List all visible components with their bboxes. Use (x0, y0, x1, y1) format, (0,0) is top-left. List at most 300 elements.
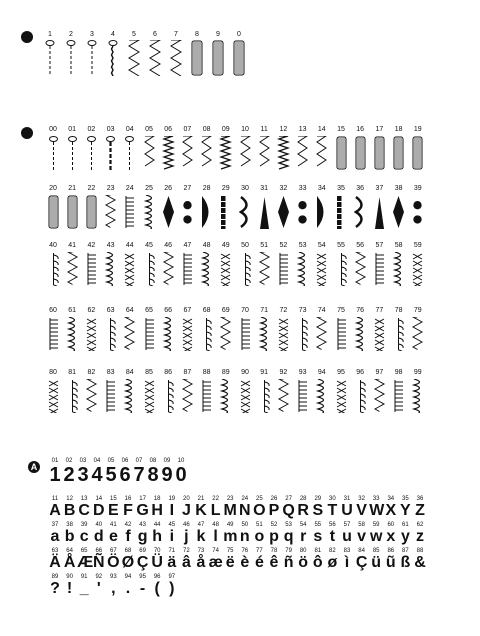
stitch-number: 9 (216, 31, 220, 38)
character-number: 45 (168, 522, 176, 528)
stitch-pattern-icon (143, 136, 156, 175)
character-cell (165, 496, 179, 518)
character-cell (92, 574, 106, 596)
character-glyph: S (312, 502, 324, 519)
character-cell (76, 458, 90, 485)
character-cell (174, 458, 188, 485)
character-cell (355, 522, 369, 544)
stitch-pattern-icon (162, 252, 175, 291)
stitch-number: 8 (195, 31, 199, 38)
stitch-number: 20 (49, 185, 57, 192)
stitch-pattern-icon (85, 379, 98, 418)
character-glyph: r (300, 528, 307, 545)
character-glyph: ä (167, 554, 177, 571)
stitch-number: 27 (183, 185, 192, 192)
stitch-number: 94 (317, 369, 326, 376)
character-cell (150, 522, 164, 544)
character-cell (92, 548, 106, 570)
character-glyph: 2 (63, 464, 75, 486)
stitch-number: 26 (164, 185, 173, 192)
character-number: 88 (416, 548, 424, 554)
character-number: 62 (416, 522, 424, 528)
character-cell (311, 496, 325, 518)
character-glyph: Å (63, 554, 76, 571)
stitch-pattern-icon (335, 317, 348, 356)
stitch-pattern-icon (258, 136, 271, 175)
stitch-number: 84 (125, 369, 134, 376)
character-glyph: ñ (283, 554, 294, 571)
stitch-number: 39 (413, 185, 422, 192)
character-glyph: x (386, 528, 396, 545)
character-number: 77 (256, 548, 263, 554)
character-glyph: Ç (136, 554, 149, 571)
character-number: 01 (51, 458, 59, 464)
character-glyph: 1 (49, 464, 61, 486)
character-cell (92, 496, 106, 518)
stitch-number: 21 (68, 185, 77, 192)
stitch-pattern-icon (123, 136, 136, 175)
character-cell (398, 548, 412, 570)
stitch-number: 04 (125, 126, 134, 133)
stitch-number: 22 (87, 185, 96, 192)
stitch-pattern-icon (296, 317, 309, 356)
character-glyph: Æ (77, 554, 94, 571)
character-number: 95 (139, 574, 146, 580)
character-cell (369, 496, 383, 518)
stitch-number: 47 (183, 242, 192, 249)
character-number: 66 (95, 548, 103, 554)
character-cell (413, 522, 427, 544)
stitch-pattern-icon (354, 136, 367, 175)
character-number: 63 (51, 548, 59, 554)
character-glyph: Ø (121, 554, 135, 571)
stitch-number: 1 (48, 31, 52, 38)
character-number: 03 (79, 458, 87, 464)
stitch-pattern-icon (219, 136, 232, 175)
character-number: 96 (153, 574, 161, 580)
stitch-number: 02 (87, 126, 96, 133)
character-cell (325, 522, 339, 544)
character-cell (146, 458, 160, 485)
character-glyph: X (385, 502, 397, 519)
stitch-number: 77 (375, 307, 384, 314)
stitch-number: 03 (106, 126, 115, 133)
character-cell (77, 496, 91, 518)
character-number: 26 (270, 496, 278, 502)
stitch-pattern-icon (392, 136, 405, 175)
stitch-pattern-icon (373, 252, 386, 291)
character-glyph: J (181, 502, 191, 519)
stitch-pattern-icon (239, 195, 252, 234)
character-glyph: y (400, 528, 410, 545)
character-number: 30 (329, 496, 336, 502)
character-number: 85 (372, 548, 380, 554)
character-glyph: G (136, 502, 149, 519)
character-cell (63, 522, 77, 544)
stitch-pattern-icon (104, 317, 117, 356)
stitch-pattern-icon (296, 379, 309, 418)
character-cell (136, 496, 150, 518)
character-number: 16 (124, 496, 132, 502)
stitch-number: 78 (394, 307, 403, 314)
character-cell (165, 548, 179, 570)
stitch-number: 97 (375, 369, 384, 376)
character-glyph: s (313, 528, 323, 545)
stitch-pattern-icon (123, 195, 136, 234)
stitch-pattern-icon (123, 379, 136, 418)
character-number: 19 (168, 496, 176, 502)
character-number: 14 (95, 496, 103, 502)
character-glyph: K (195, 502, 207, 519)
stitch-pattern-icon (143, 195, 156, 234)
character-number: 47 (197, 522, 205, 528)
stitch-number: 09 (221, 126, 230, 133)
character-number: 80 (299, 548, 307, 554)
character-cell (77, 548, 94, 571)
character-glyph: ê (269, 554, 279, 571)
stitch-number: 15 (337, 126, 345, 133)
stitch-number: 64 (125, 307, 134, 314)
stitch-number: 48 (202, 242, 211, 249)
stitch-pattern-icon (277, 317, 290, 356)
character-cell (223, 496, 237, 518)
stitch-pattern-icon (277, 136, 290, 175)
character-glyph: f (125, 528, 131, 545)
stitch-number: 70 (241, 307, 249, 314)
character-table (48, 458, 468, 628)
stitch-pattern-icon (181, 379, 194, 418)
stitch-number: 25 (145, 185, 153, 192)
stitch-number: 11 (260, 126, 268, 133)
stitch-pattern-icon (47, 317, 60, 356)
character-cell (369, 548, 383, 570)
stitch-pattern-icon (104, 252, 117, 291)
character-number: 31 (343, 496, 351, 502)
character-number: 97 (168, 574, 176, 580)
character-cell (92, 522, 106, 544)
character-number: 87 (402, 548, 409, 554)
stitch-pattern-icon (162, 317, 175, 356)
character-cell (77, 522, 91, 544)
stitch-number: 18 (394, 126, 403, 133)
stitch-number: 43 (106, 242, 115, 249)
stitch-pattern-icon (239, 379, 252, 418)
stitch-pattern-icon (47, 252, 60, 291)
stitch-pattern-icon (335, 136, 348, 175)
character-glyph: 6 (119, 464, 131, 486)
character-number: 94 (124, 574, 132, 580)
character-cell (209, 496, 223, 518)
character-glyph: ø (327, 554, 338, 571)
stitch-pattern-icon (200, 252, 213, 291)
stitch-pattern-icon (104, 195, 117, 234)
character-number: 70 (153, 548, 161, 554)
character-number: 67 (110, 548, 117, 554)
character-glyph: - (139, 580, 146, 597)
stitch-pattern-icon (181, 317, 194, 356)
character-cell (384, 522, 398, 544)
stitch-pattern-icon (200, 136, 213, 175)
character-cell (238, 522, 252, 544)
stitch-number: 81 (68, 369, 77, 376)
character-glyph: ü (371, 554, 382, 571)
stitch-number: 65 (145, 307, 153, 314)
stitch-pattern-icon (123, 252, 136, 291)
stitch-pattern-icon (162, 136, 175, 175)
character-cell (48, 522, 62, 544)
character-glyph: å (196, 554, 206, 571)
stitch-number: 98 (394, 369, 403, 376)
stitch-number: 06 (164, 126, 173, 133)
character-number: 79 (285, 548, 292, 554)
character-glyph: Y (400, 502, 411, 519)
stitch-number: 44 (125, 242, 134, 249)
character-glyph: Ö (107, 554, 120, 571)
character-cell (282, 522, 296, 544)
stitch-pattern-icon (277, 252, 290, 291)
stitch-number: 19 (413, 126, 422, 133)
stitch-number: 49 (221, 242, 230, 249)
stitch-pattern-icon (392, 195, 405, 234)
stitch-number: 2 (69, 31, 73, 38)
stitch-number: 88 (202, 369, 211, 376)
stitch-number: 57 (375, 242, 384, 249)
character-number: 76 (241, 548, 249, 554)
character-cell (209, 548, 223, 570)
character-number: 48 (212, 522, 219, 528)
stitch-number: 96 (356, 369, 365, 376)
character-number: 39 (80, 522, 88, 528)
character-cell (282, 548, 296, 570)
alphabet-badge: A (28, 461, 40, 473)
character-number: 18 (153, 496, 161, 502)
character-number: 60 (387, 522, 395, 528)
stitch-number: 89 (221, 369, 230, 376)
character-glyph: ( (154, 580, 160, 597)
character-glyph: ì (344, 554, 350, 571)
character-glyph: ö (298, 554, 309, 571)
character-cell (223, 548, 237, 570)
stitch-number: 63 (106, 307, 115, 314)
stitch-number: 23 (106, 185, 115, 192)
character-cell (252, 496, 266, 518)
character-cell (165, 522, 179, 544)
character-number: 13 (80, 496, 88, 502)
character-glyph: _ (79, 580, 89, 597)
character-glyph: æ (208, 554, 223, 571)
stitch-number: 29 (221, 185, 230, 192)
character-glyph: j (184, 528, 189, 545)
stitch-number: 7 (174, 31, 178, 38)
stitch-pattern-icon (373, 136, 386, 175)
character-cell (106, 522, 120, 544)
stitch-pattern-icon (354, 379, 367, 418)
character-cell (194, 548, 208, 570)
stitch-pattern-icon (277, 379, 290, 418)
character-number: 55 (314, 522, 322, 528)
stitch-number: 37 (375, 185, 384, 192)
character-number: 09 (163, 458, 171, 464)
character-cell (63, 574, 77, 596)
stitch-number: 40 (49, 242, 57, 249)
character-cell (48, 458, 62, 485)
character-cell (179, 548, 193, 570)
character-cell (104, 458, 118, 485)
stitch-pattern-icon (66, 136, 79, 175)
character-number: 84 (358, 548, 365, 554)
character-number: 72 (183, 548, 190, 554)
character-glyph: H (151, 502, 163, 519)
character-cell (179, 522, 193, 544)
stitch-number: 36 (356, 185, 365, 192)
stitch-number: 14 (317, 126, 326, 133)
character-number: 41 (110, 522, 117, 528)
character-cell (106, 496, 120, 518)
stitch-number: 31 (260, 185, 269, 192)
character-glyph: V (356, 502, 367, 519)
character-cell (311, 548, 325, 570)
stitch-pattern-icon (219, 252, 232, 291)
stitch-pattern-icon (258, 317, 271, 356)
stitch-number: 83 (106, 369, 115, 376)
character-glyph: c (79, 528, 89, 545)
character-glyph: I (169, 502, 175, 519)
character-number: 32 (358, 496, 365, 502)
character-glyph: z (416, 528, 424, 545)
stitch-pattern-icon (335, 379, 348, 418)
character-number: 53 (285, 522, 292, 528)
stitch-pattern-icon (66, 379, 79, 418)
stitch-pattern-icon (411, 252, 424, 291)
stitch-number: 13 (298, 126, 307, 133)
stitch-pattern-icon (354, 317, 367, 356)
character-number: 34 (387, 496, 395, 502)
stitch-pattern-icon (219, 317, 232, 356)
character-number: 35 (402, 496, 409, 502)
character-glyph: l (213, 528, 218, 545)
character-number: 59 (372, 522, 380, 528)
stitch-number: 69 (221, 307, 230, 314)
character-glyph: . (125, 580, 131, 597)
character-glyph: ! (66, 580, 73, 597)
stitch-number: 07 (183, 126, 192, 133)
stitch-pattern-icon (200, 379, 213, 418)
stitch-number: 61 (68, 307, 77, 314)
character-cell (136, 522, 150, 544)
character-glyph: W (369, 502, 385, 519)
character-cell (209, 522, 223, 544)
stitch-number: 38 (394, 185, 403, 192)
stitch-number: 56 (356, 242, 365, 249)
character-cell (296, 548, 310, 570)
character-number: 05 (107, 458, 115, 464)
character-cell (223, 522, 237, 544)
character-cell (136, 548, 150, 570)
character-cell (296, 496, 310, 518)
character-cell (132, 458, 146, 485)
character-glyph: 9 (161, 464, 173, 486)
stitch-number: 34 (317, 185, 326, 192)
character-cell (121, 548, 135, 570)
stitch-number: 87 (183, 369, 192, 376)
character-glyph: q (283, 528, 294, 545)
stitch-number: 99 (413, 369, 422, 376)
character-number: 38 (66, 522, 73, 528)
stitch-pattern-icon (66, 195, 79, 234)
character-number: 90 (66, 574, 73, 580)
character-number: 07 (135, 458, 143, 464)
stitch-pattern-icon (258, 252, 271, 291)
character-number: 74 (212, 548, 219, 554)
character-cell (179, 496, 193, 518)
character-cell (48, 574, 62, 596)
stitch-number: 58 (394, 242, 403, 249)
character-glyph: T (327, 502, 338, 519)
character-glyph: C (78, 502, 90, 519)
stitch-pattern-icon (123, 317, 136, 356)
character-cell (106, 548, 120, 570)
stitch-pattern-icon (85, 252, 98, 291)
character-number: 65 (80, 548, 88, 554)
character-cell (194, 522, 208, 544)
character-cell (252, 522, 266, 544)
character-cell (121, 574, 135, 596)
character-number: 89 (51, 574, 59, 580)
stitch-number: 92 (279, 369, 288, 376)
stitch-pattern-icon (296, 252, 309, 291)
character-number: 69 (139, 548, 146, 554)
stitch-number: 54 (317, 242, 326, 249)
stitch-number: 66 (164, 307, 173, 314)
stitch-number: 17 (375, 126, 384, 133)
character-number: 71 (168, 548, 176, 554)
stitch-pattern-icon (85, 136, 98, 175)
stitch-pattern-icon (296, 136, 309, 175)
stitch-pattern-icon (85, 317, 98, 356)
character-glyph: ß (400, 554, 411, 571)
character-glyph: U (341, 502, 353, 519)
stitch-number: 45 (145, 242, 153, 249)
stitch-number: 28 (202, 185, 211, 192)
character-number: 44 (153, 522, 161, 528)
character-cell (118, 458, 132, 485)
character-glyph: Ç (355, 554, 368, 571)
stitch-pattern-icon (315, 252, 328, 291)
stitch-pattern-icon (143, 379, 156, 418)
character-number: 81 (314, 548, 322, 554)
stitch-pattern-icon (181, 252, 194, 291)
stitch-pattern-icon (411, 195, 424, 234)
stitch-number: 55 (337, 242, 345, 249)
character-glyph: A (49, 502, 61, 519)
stitch-number: 67 (183, 307, 192, 314)
stitch-pattern-icon (162, 195, 175, 234)
stitch-number: 60 (49, 307, 57, 314)
character-glyph: & (414, 554, 426, 571)
character-glyph: 8 (147, 464, 159, 486)
stitch-number: 86 (164, 369, 173, 376)
character-cell (90, 458, 104, 485)
character-number: 04 (93, 458, 101, 464)
character-number: 75 (226, 548, 234, 554)
character-number: 61 (402, 522, 409, 528)
character-number: 91 (80, 574, 88, 580)
stitch-number: 74 (317, 307, 326, 314)
stitch-number: 4 (111, 31, 115, 38)
stitch-pattern-icon (47, 136, 60, 175)
stitch-pattern-icon (66, 317, 79, 356)
character-number: 22 (212, 496, 219, 502)
